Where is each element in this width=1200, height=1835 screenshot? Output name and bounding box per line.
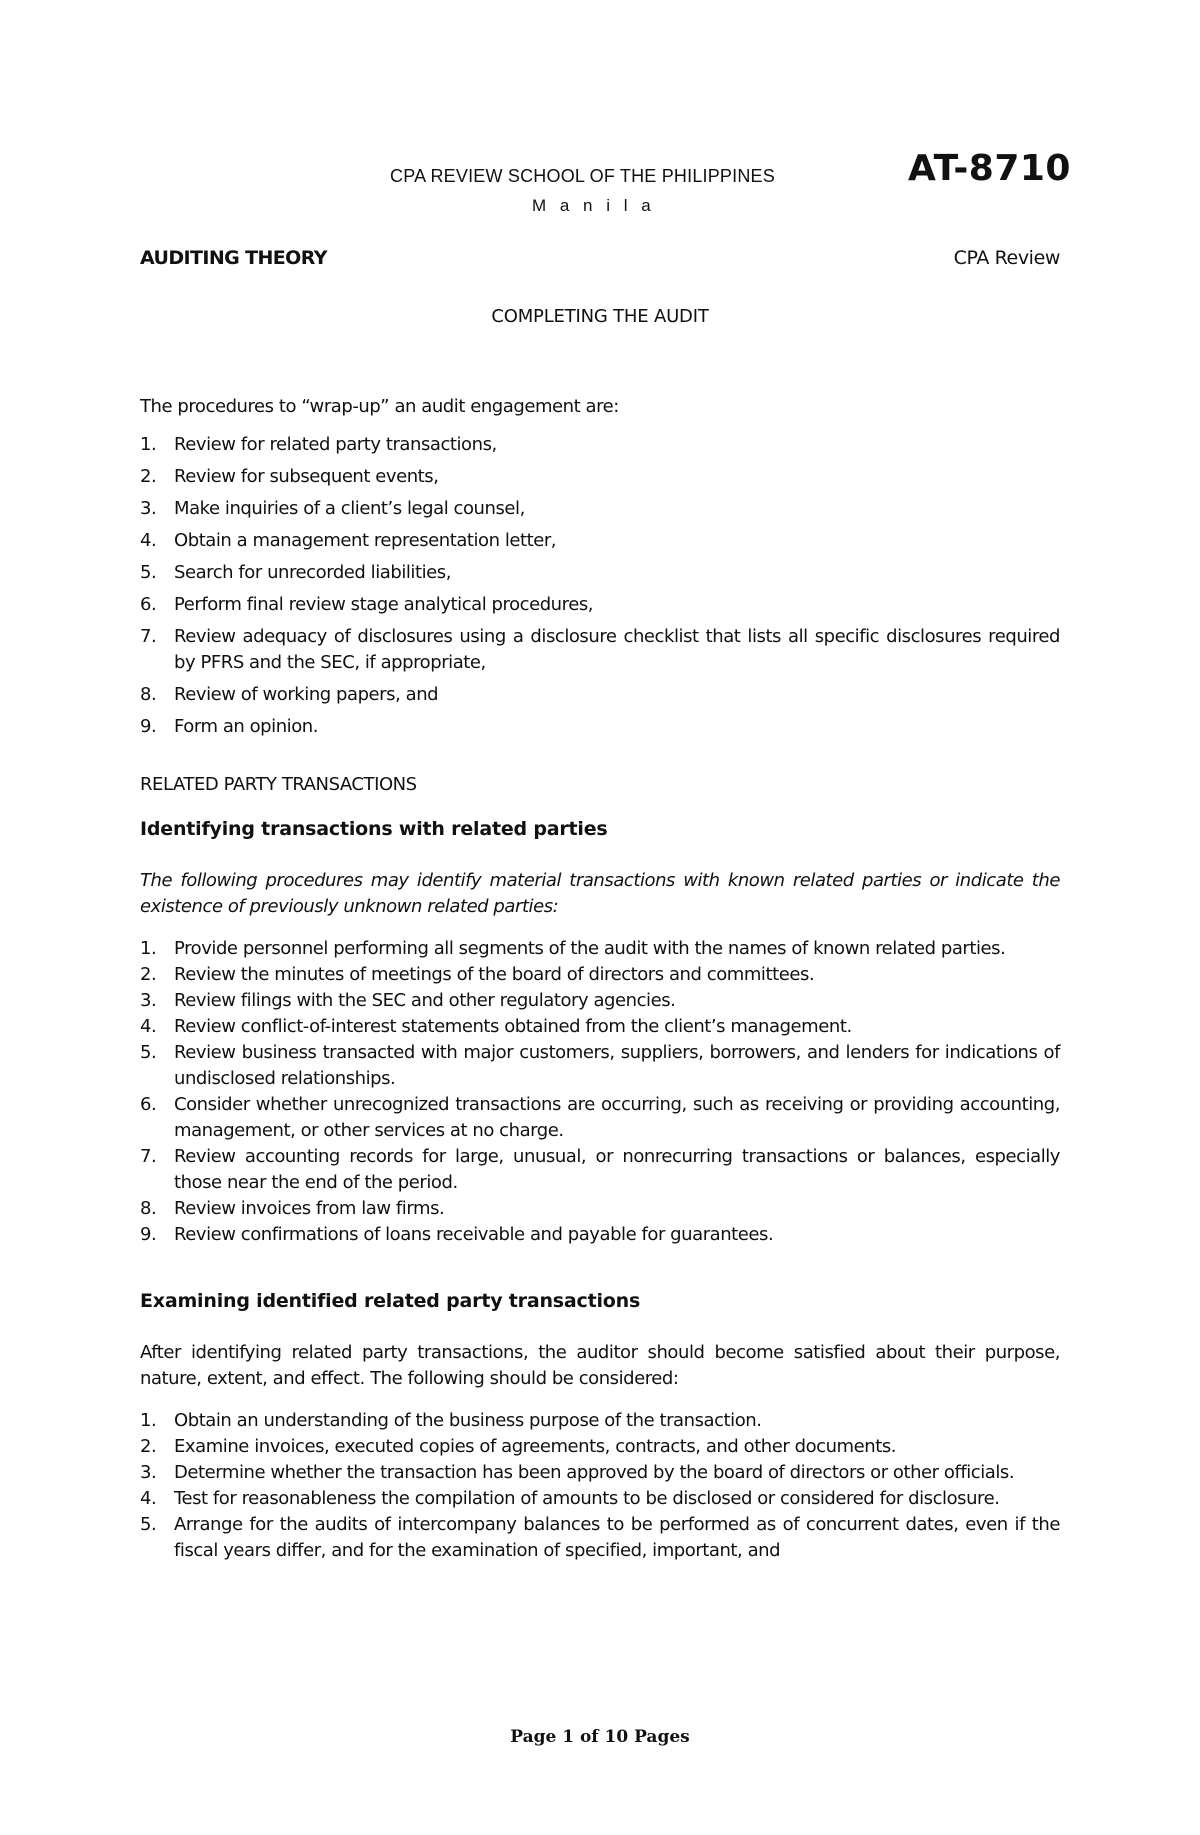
list-item: 2. Review the minutes of meetings of the board of directors and committees. — [140, 964, 815, 985]
school-city: M a n i l a — [532, 196, 656, 215]
list-item: 8. Review of working papers, and — [140, 684, 439, 705]
list-item: 4. Test for reasonableness the compilation of amounts to be disclosed or considered for disclosure. — [140, 1488, 1000, 1509]
wrapup-list — [140, 432, 1060, 740]
document-title: COMPLETING THE AUDIT — [491, 306, 709, 327]
list-item: 1. Review for related party transactions, — [140, 434, 497, 455]
section-heading: RELATED PARTY TRANSACTIONS — [140, 774, 417, 795]
list-item: 1. Obtain an understanding of the business purpose of the transaction. — [140, 1410, 762, 1431]
list-item: 5. Search for unrecorded liabilities, — [140, 562, 451, 583]
list-item: 9. Form an opinion. — [140, 716, 319, 737]
list-item: 7. Review accounting records for large, unusual, or nonrecurring transactions or balances, especially those near the end of the period. — [140, 1146, 1060, 1193]
list-item: 6. Consider whether unrecognized transactions are occurring, such as receiving or providing accounting, management, or other services at no charge. — [140, 1094, 1060, 1141]
list-item: 1. Provide personnel performing all segments of the audit with the names of known related parties. — [140, 938, 1006, 959]
list-item: 4. Review conflict-of-interest statements obtained from the client’s management. — [140, 1016, 852, 1037]
list-item: 6. Perform final review stage analytical procedures, — [140, 594, 594, 615]
list-item: 8. Review invoices from law firms. — [140, 1198, 445, 1219]
document-code: AT-8710 — [908, 148, 1071, 189]
examining-intro: After identifying related party transactions, the auditor should become satisfied about their purpose, nature, extent, and effect. The following should be considered: — [140, 1342, 1060, 1389]
list-item: 4. Obtain a management representation letter, — [140, 530, 557, 551]
list-item: 2. Review for subsequent events, — [140, 466, 439, 487]
page-footer: Page 1 of 10 Pages — [510, 1727, 690, 1747]
list-item: 2. Examine invoices, executed copies of agreements, contracts, and other documents. — [140, 1436, 897, 1457]
examining-list — [140, 1408, 1060, 1564]
list-item: 3. Review filings with the SEC and other regulatory agencies. — [140, 990, 676, 1011]
list-item: 5. Arrange for the audits of intercompany balances to be performed as of concurrent dates, even if the fiscal years differ, and for the examination of specified, important, and — [140, 1514, 1060, 1561]
list-item: 3. Determine whether the transaction has been approved by the board of directors or other officials. — [140, 1462, 1015, 1483]
list-item: 7. Review adequacy of disclosures using a disclosure checklist that lists all specific disclosures required by PFRS and the SEC, if appropriate, — [140, 626, 1060, 673]
document-body — [140, 394, 1060, 1564]
identifying-list — [140, 936, 1060, 1248]
list-item: 3. Make inquiries of a client’s legal counsel, — [140, 498, 525, 519]
wrapup-intro: The procedures to “wrap-up” an audit engagement are: — [140, 396, 619, 417]
review-label: CPA Review — [953, 247, 1060, 269]
list-item: 9. Review confirmations of loans receivable and payable for guarantees. — [140, 1224, 774, 1245]
subject-label: AUDITING THEORY — [140, 247, 327, 269]
examining-heading: Examining identified related party transactions — [140, 1290, 641, 1312]
school-name: CPA REVIEW SCHOOL OF THE PHILIPPINES — [390, 166, 775, 186]
list-item: 5. Review business transacted with major customers, suppliers, borrowers, and lenders for indications of undisclosed relationships. — [140, 1042, 1060, 1089]
identifying-intro: The following procedures may identify material transactions with known related parties or indicate the existence of previously unknown related parties: — [140, 870, 1060, 917]
identifying-heading: Identifying transactions with related parties — [140, 818, 608, 840]
